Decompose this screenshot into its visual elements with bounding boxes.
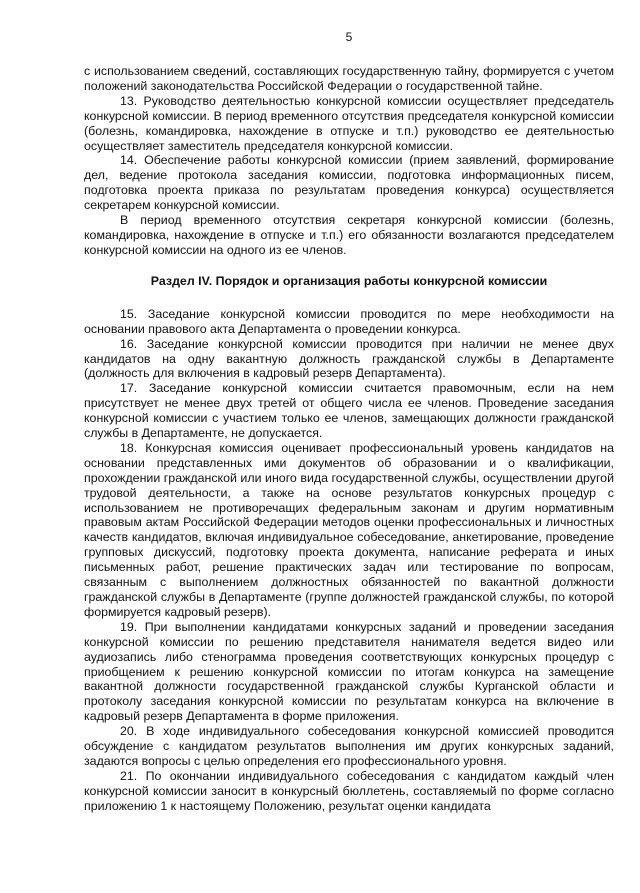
paragraph: 15. Заседание конкурсной комиссии проводится по мере необходимости на основании правового акта Департамента о проведении конкурса. xyxy=(84,306,614,336)
page-number: 5 xyxy=(345,30,353,44)
paragraphs-after-section xyxy=(84,307,614,814)
paragraph: 17. Заседание конкурсной комиссии считается правомочным, если на нем присутствует не менее двух третей от общего числа ее членов. Проведение заседания конкурсной комиссии с участием только ее членов, замещающих должности гражданской службы в Департаменте, не допускается. xyxy=(84,381,614,441)
paragraph: 16. Заседание конкурсной комиссии проводится при наличии не менее двух кандидатов на одну вакантную должность гражданской службы в Департаменте (должность для включения в кадровый резерв Департамента). xyxy=(84,336,614,381)
paragraph: 13. Руководство деятельностью конкурсной комиссии осуществляет председатель конкурсной комиссии. В период временного отсутствия председателя конкурсной комиссии (болезнь, командировка, нахождение в отпуске и т.п.) руководство ее деятельностью осуществляет заместитель председателя конкурсной комиссии. xyxy=(84,93,614,153)
paragraph: 14. Обеспечение работы конкурсной комиссии (прием заявлений, формирование дел, ведение протокола заседания комиссии, подготовка информационных писем, подготовка проекта приказа по результатам проведения конкурса) осуществляется секретарем конкурсной комиссии. xyxy=(84,153,614,213)
paragraphs-before-section xyxy=(84,64,614,258)
paragraph: 21. По окончании индивидуального собеседования с кандидатом каждый член конкурсной комиссии заносит в конкурсный бюллетень, составляемый по форме согласно приложению 1 к настоящему Положению, результат оценки кандидата xyxy=(84,768,614,813)
section-title: Раздел IV. Порядок и организация работы конкурсной комиссии xyxy=(150,273,548,288)
paragraph: 19. При выполнении кандидатами конкурсных заданий и проведении заседания конкурсной комиссии по решению представителя нанимателя ведется видео или аудиозапись либо стенограмма проведения соответствующих конкурсных процедур с приобщением к решению конкурсной комиссии по итогам конкурса на замещение вакантной должности государственной гражданской службы Курганской области и протоколу заседания конкурсной комиссии по результатам конкурса на включение в кадровый резерв Департамента в форме приложения. xyxy=(84,619,614,724)
paragraph: 20. В ходе индивидуального собеседования конкурсной комиссией проводится обсуждение с кандидатом результатов выполнения им других конкурсных заданий, задаются вопросы с целью определения его профессионального уровня. xyxy=(84,724,614,768)
paragraph: с использованием сведений, составляющих государственную тайну, формируется с учетом положений законодательства Российской Федерации о государственной тайне. xyxy=(84,64,614,93)
paragraph: В период временного отсутствия секретаря конкурсной комиссии (болезнь, командировка, нахождение в отпуске и т.п.) его обязанности возлагаются председателем конкурсной комиссии на одного из ее членов. xyxy=(84,213,614,257)
document-body xyxy=(84,64,614,814)
paragraph: 18. Конкурсная комиссия оценивает профессиональный уровень кандидатов на основании представленных ими документов об образовании и о квалификации, прохождении гражданской или иного вида государственной службы, осуществлении другой трудовой деятельности, а также на основе результатов конкурсных процедур с использованием не противоречащих федеральным законам и другим нормативным правовым актам Российской Федерации методов оценки профессиональных и личностных качеств кандидатов, включая индивидуальное собеседование, анкетирование, проведение групповых дискуссий, подготовку проекта документа, написание реферата и иных письменных работ, решение практических задач или тестирование по вопросам, связанным с выполнением должностных обязанностей по вакантной должности гражданской службы в Департаменте (группе должностей гражданской службы, по которой формируется кадровый резерв). xyxy=(84,440,614,619)
